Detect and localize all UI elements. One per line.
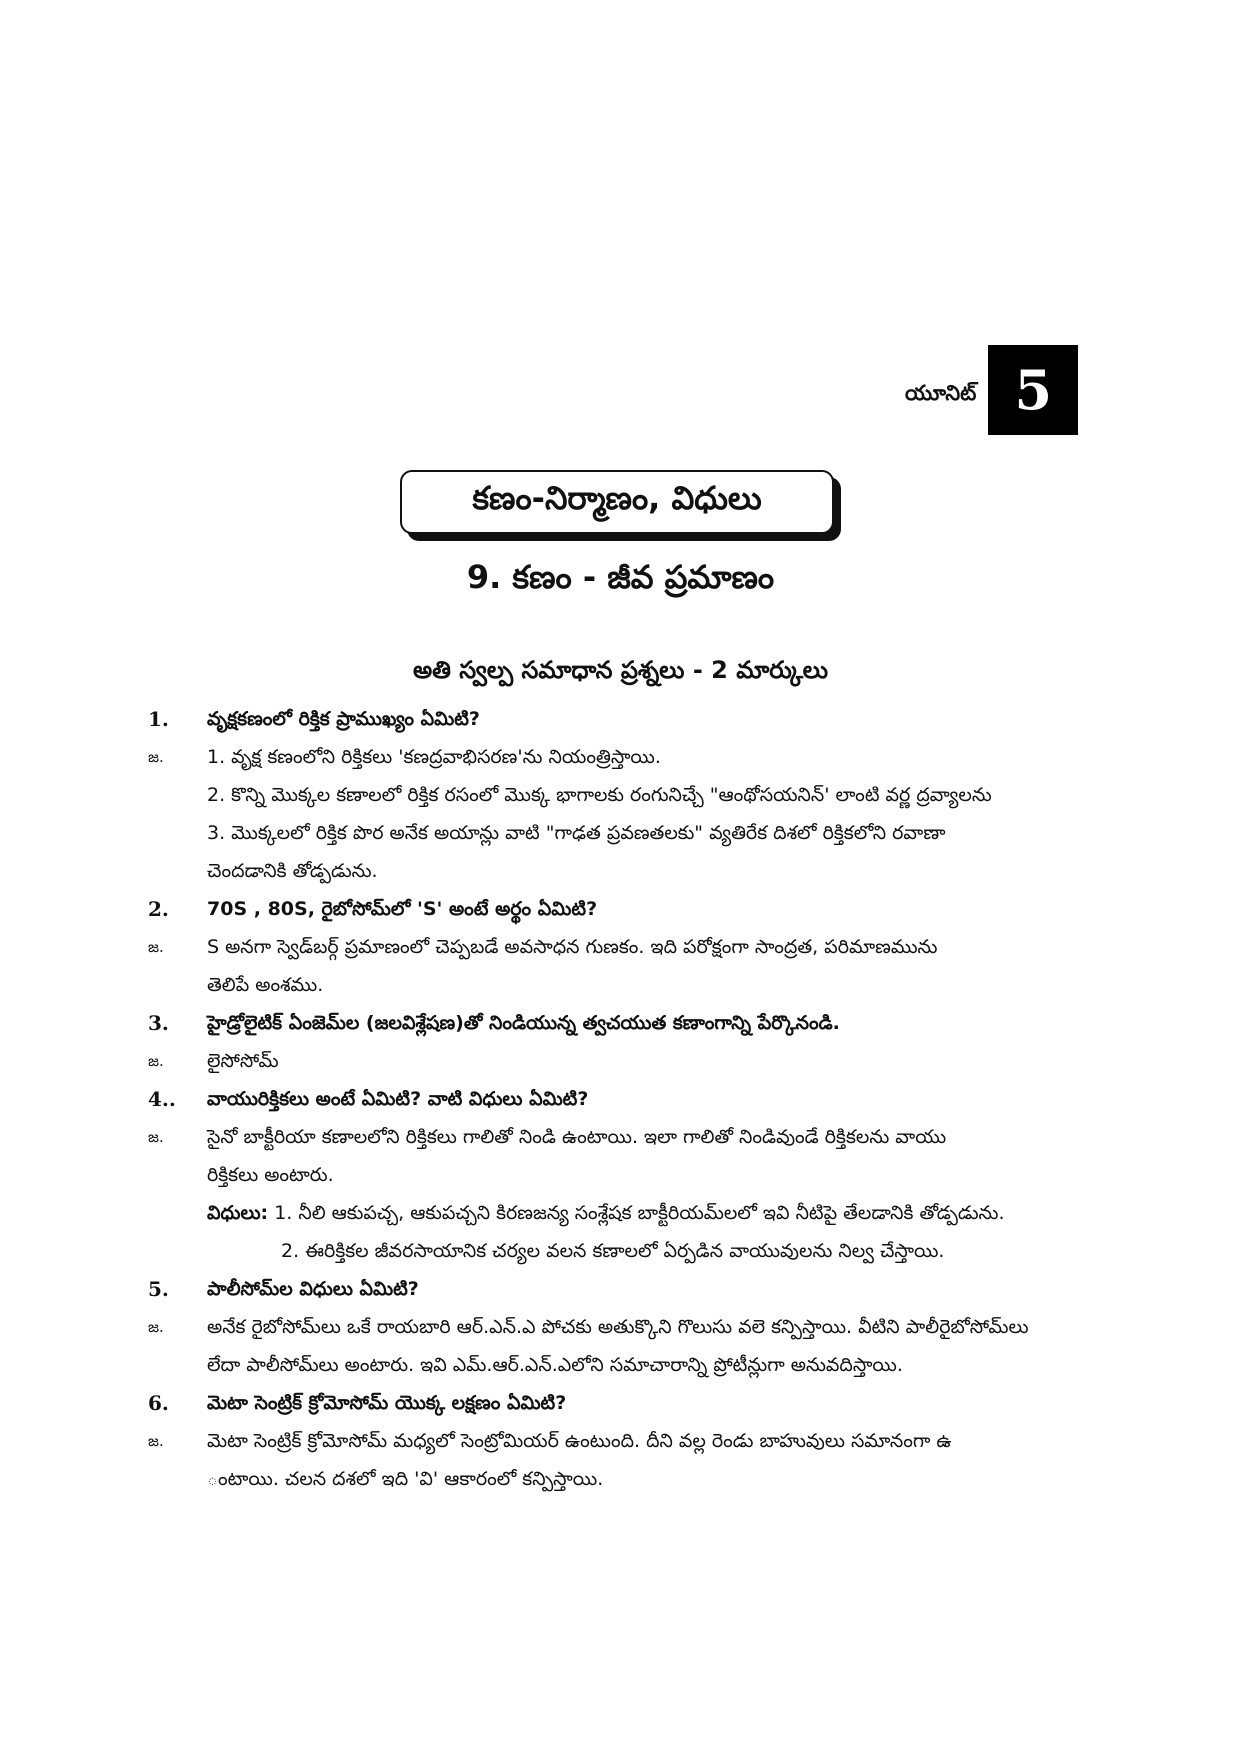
question-text: వృక్షకణంలో రిక్తిక ప్రాముఖ్యం ఏమిటి? [207, 708, 480, 730]
qa-list [148, 700, 1098, 1498]
answer-marker: జ. [148, 748, 164, 766]
question-1 [148, 700, 1098, 738]
unit-label: యూనిట్ [905, 381, 977, 405]
question-number: 4.. [148, 1087, 176, 1111]
answer-line: లైసోసోమ్ [207, 1050, 279, 1072]
question-2 [148, 890, 1098, 928]
answer-2 [148, 928, 1098, 966]
question-text: 70S , 80S, రైబోసోమ్‌లో 'S' అంటే అర్థం ఏమిటి? [207, 898, 598, 920]
question-6 [148, 1384, 1098, 1422]
answer-line: మెటా సెంట్రిక్ క్రోమోసోమ్ మధ్యలో సెంట్రోమియర్ ఉంటుంది. దీని వల్ల రెండు బాహువులు సమానంగా ఉ [207, 1430, 952, 1452]
question-3 [148, 1004, 1098, 1042]
answer-line: S అనగా స్వెడ్‌బర్గ్ ప్రమాణంలో చెప్పబడే అవసాధన గుణకం. ఇది పరోక్షంగా సాంద్రత, పరిమాణమును [207, 936, 938, 958]
answer-line: రిక్తికలు అంటారు. [207, 1164, 334, 1186]
question-number: 6. [148, 1391, 169, 1415]
answer-5 [148, 1308, 1098, 1346]
answer-marker: జ. [148, 1318, 164, 1336]
answer-line: తెలిపే అంశము. [207, 974, 324, 996]
answer-line: అనేక రైబోసోమ్‌లు ఒకే రాయబారి ఆర్.ఎన్.ఎ పోచకు అతుక్కొని గొలుసు వలె కన్పిస్తాయి. వీటిని పాలీరైబోసోమ్‌లు [207, 1316, 1029, 1338]
answer-3 [148, 1042, 1098, 1080]
functions-label: విధులు: [207, 1202, 269, 1224]
question-number: 1. [148, 707, 169, 731]
answer-marker: జ. [148, 1052, 164, 1070]
section-heading: అతి స్వల్ప సమాధాన ప్రశ్నలు - 2 మార్కులు [412, 656, 829, 684]
question-text: హైడ్రోలైటిక్ ఏంజెమ్‌ల (జలవిశ్లేషణ)తో నిండియున్న త్వచయుత కణాంగాన్ని పేర్కొనండి. [207, 1012, 840, 1034]
function-item: 2. ఈరిక్తికల జీవరసాయానిక చర్యల వలన కణాలలో ఏర్పడిన వాయువులను నిల్వ చేస్తాయి. [281, 1240, 945, 1262]
question-text: వాయురిక్తికలు అంటే ఏమిటి? వాటి విధులు ఏమిటి? [207, 1088, 589, 1110]
question-4 [148, 1080, 1098, 1118]
question-text: పాలీసోమ్‌ల విధులు ఏమిటి? [207, 1278, 419, 1300]
answer-1 [148, 738, 1098, 776]
question-text: మెటా సెంట్రిక్ క్రోమోసోమ్ యొక్క లక్షణం ఏమిటి? [207, 1392, 567, 1414]
answer-4 [148, 1118, 1098, 1156]
question-5 [148, 1270, 1098, 1308]
functions-line-1 [148, 1194, 1098, 1232]
answer-marker: జ. [148, 938, 164, 956]
function-item: 1. నీలి ఆకుపచ్చ, ఆకుపచ్చని కిరణజన్య సంశ్లేషక బాక్టీరియమ్‌లలో ఇవి నీటిపై తేలడానికి తోడ్పడును. [274, 1202, 1005, 1224]
answer-line: 3. మొక్కలలో రిక్తిక పొర అనేక అయాన్లు వాటి "గాఢత ప్రవణతలకు" వ్యతిరేక దిశలో రిక్తికలోని రవాణా [207, 822, 946, 844]
answer-line: లేదా పాలీసోమ్‌లు అంటారు. ఇవి ఎమ్.ఆర్.ఎన్.ఎలోని సమాచారాన్ని ప్రోటీన్లుగా అనువదిస్తాయి. [207, 1354, 903, 1376]
answer-line: చెందడానికి తోడ్పడును. [207, 860, 378, 882]
answer-line: 2. కొన్ని మొక్కల కణాలలో రిక్తిక రసంలో మొక్క భాగాలకు రంగునిచ్చే "ఆంథోసయనిన్' లాంటి వర్ణ ద్రవ్యాలను [207, 784, 992, 806]
question-number: 5. [148, 1277, 169, 1301]
answer-line: ంటాయి. చలన దశలో ఇది 'వి' ఆకారంలో కన్పిస్తాయి. [207, 1468, 604, 1490]
question-number: 3. [148, 1011, 169, 1035]
answer-line: సైనో బాక్టీరియా కణాలలోని రిక్తికలు గాలితో నిండి ఉంటాయి. ఇలా గాలితో నిండివుండే రిక్తికలను వాయు [207, 1126, 947, 1148]
chapter-title: 9. కణం - జీవ ప్రమాణం [466, 558, 775, 596]
unit-title: కణం-నిర్మాణం, విధులు [400, 470, 834, 534]
answer-line: 1. వృక్ష కణంలోని రిక్తికలు 'కణద్రవాభిసరణ'ను నియంత్రిస్తాయి. [207, 746, 661, 768]
answer-marker: జ. [148, 1128, 164, 1146]
answer-6 [148, 1422, 1098, 1460]
question-number: 2. [148, 897, 169, 921]
unit-header [905, 345, 1078, 435]
unit-number-box: 5 [988, 345, 1078, 435]
answer-marker: జ. [148, 1432, 164, 1450]
